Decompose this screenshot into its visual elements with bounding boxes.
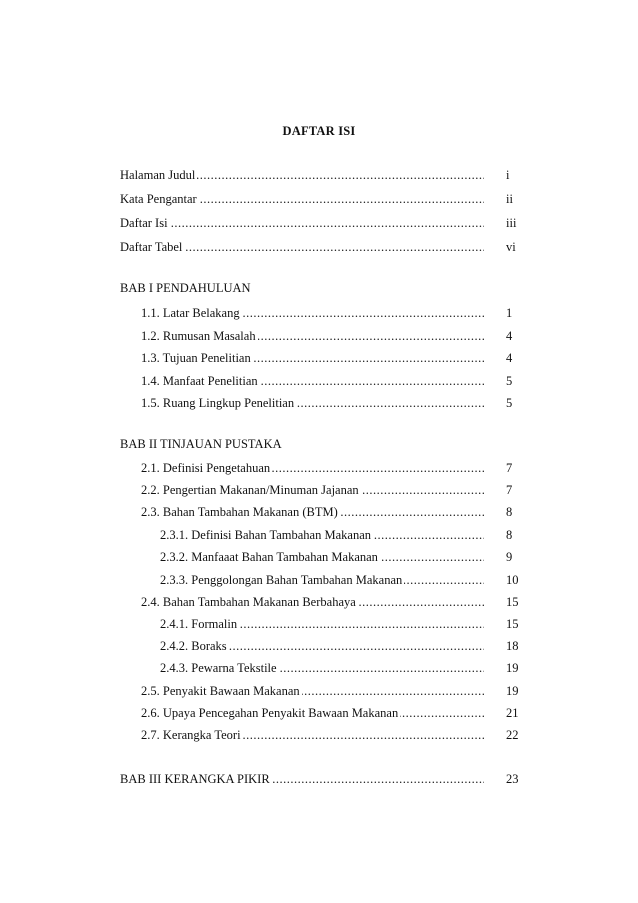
toc-entry-label: 2.7. Kerangka Teori xyxy=(141,728,241,742)
toc-entry-label: 2.4. Bahan Tambahan Makanan Berbahaya xyxy=(141,595,356,609)
toc-page-number: 23 xyxy=(506,772,519,786)
toc-entry-label: 1.2. Rumusan Masalah xyxy=(141,329,256,343)
toc-entry-label: 2.3.1. Definisi Bahan Tambahan Makanan xyxy=(160,528,371,542)
toc-page-number: 19 xyxy=(506,684,519,698)
toc-page-number: 1 xyxy=(506,306,513,320)
toc-page-number: iii xyxy=(506,216,517,230)
toc-entry xyxy=(141,395,484,411)
toc-entry-label: 2.1. Definisi Pengetahuan xyxy=(141,461,271,475)
toc-page-number: 21 xyxy=(506,706,519,720)
toc-entry-label: Kata Pengantar xyxy=(120,192,197,206)
toc-entry-label: 2.6. Upaya Pencegahan Penyakit Bawaan Makanan xyxy=(141,706,399,720)
toc-entry xyxy=(141,482,484,498)
toc-entry-label: BAB III KERANGKA PIKIR xyxy=(120,772,270,786)
toc-page-number: 4 xyxy=(506,351,513,365)
toc-entry xyxy=(141,305,484,321)
toc-entry-kata-pengantar xyxy=(120,191,484,207)
toc-entry-label: 2.5. Penyakit Bawaan Makanan xyxy=(141,684,300,698)
toc-entry-label: Daftar Isi xyxy=(120,216,168,230)
toc-entry xyxy=(160,549,484,565)
toc-entry xyxy=(141,328,484,344)
toc-entry xyxy=(160,638,484,654)
toc-page-number: 4 xyxy=(506,329,513,343)
toc-entry xyxy=(141,460,484,476)
toc-entry xyxy=(160,527,484,543)
toc-entry-label: 2.2. Pengertian Makanan/Minuman Jajanan xyxy=(141,483,359,497)
toc-page-number: 15 xyxy=(506,595,519,609)
toc-entry-label: 2.3. Bahan Tambahan Makanan (BTM) xyxy=(141,505,338,519)
toc-entry-label: 2.3.2. Manfaaat Bahan Tambahan Makanan xyxy=(160,550,378,564)
toc-page-number: 7 xyxy=(506,483,513,497)
toc-page-number: 22 xyxy=(506,728,519,742)
page-title: DAFTAR ISI xyxy=(282,124,356,138)
toc-page-number: 8 xyxy=(506,528,513,542)
toc-entry xyxy=(141,350,484,366)
toc-entry xyxy=(160,660,484,676)
toc-entry xyxy=(141,683,484,699)
toc-entry-label: 2.4.1. Formalin xyxy=(160,617,238,631)
chapter-heading-bab1: BAB I PENDAHULUAN xyxy=(120,281,251,295)
chapter-heading-bab2: BAB II TINJAUAN PUSTAKA xyxy=(120,437,282,451)
toc-entry-label: 1.5. Ruang Lingkup Penelitian xyxy=(141,396,295,410)
toc-entry xyxy=(141,373,484,389)
toc-entry-label: Daftar Tabel xyxy=(120,240,183,254)
toc-page-number: 9 xyxy=(506,550,513,564)
toc-entry-label: Halaman Judul xyxy=(120,168,196,182)
toc-entry-label: 1.3. Tujuan Penelitian xyxy=(141,351,251,365)
toc-entry-label: 2.3.3. Penggolongan Bahan Tambahan Makanan xyxy=(160,573,403,587)
toc-page-number: 5 xyxy=(506,374,513,388)
toc-entry-label: 1.4. Manfaat Penelitian xyxy=(141,374,258,388)
toc-entry-label: 2.4.2. Boraks xyxy=(160,639,227,653)
toc-entry-halaman-judul xyxy=(120,167,484,183)
toc-entry xyxy=(141,705,484,721)
toc-page-number: 18 xyxy=(506,639,519,653)
dot-leader xyxy=(120,215,484,231)
toc-page-number: 7 xyxy=(506,461,513,475)
toc-entry xyxy=(141,727,484,743)
toc-page-number: 15 xyxy=(506,617,519,631)
toc-entry xyxy=(160,572,484,588)
toc-entry xyxy=(141,504,484,520)
toc-page-number: 10 xyxy=(506,573,519,587)
toc-page-number: vi xyxy=(506,240,516,254)
toc-entry xyxy=(141,594,484,610)
toc-page-number: 19 xyxy=(506,661,519,675)
toc-entry-label: 2.4.3. Pewarna Tekstile xyxy=(160,661,277,675)
toc-page-number: 8 xyxy=(506,505,513,519)
toc-page-number: 5 xyxy=(506,396,513,410)
toc-entry-daftar-isi xyxy=(120,215,484,231)
toc-entry-label: 1.1. Latar Belakang xyxy=(141,306,240,320)
toc-entry xyxy=(160,616,484,632)
toc-entry-bab3 xyxy=(120,771,484,787)
toc-page-number: i xyxy=(506,168,510,182)
toc-page-number: ii xyxy=(506,192,513,206)
toc-entry-daftar-tabel xyxy=(120,239,484,255)
